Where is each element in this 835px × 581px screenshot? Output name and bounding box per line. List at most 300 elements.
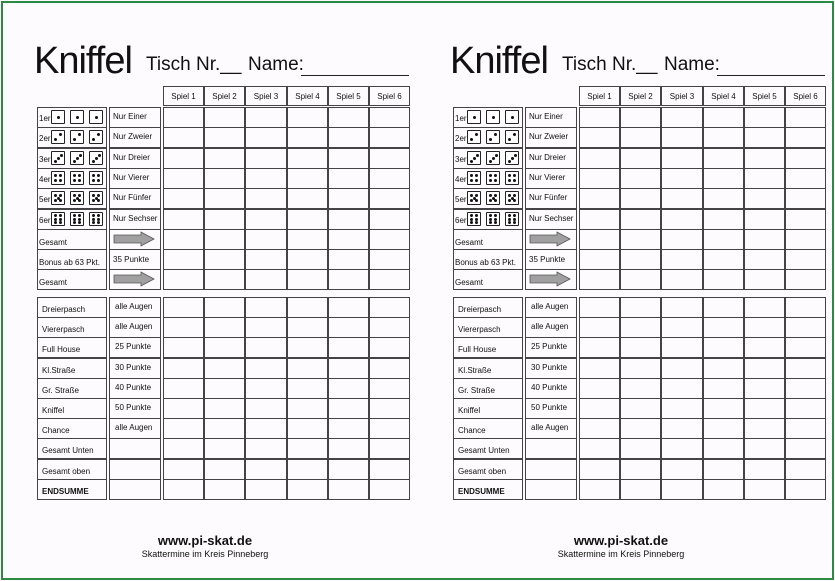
upper-row-score-cell[interactable]: [744, 127, 785, 148]
upper-row-score-cell[interactable]: [661, 168, 703, 189]
summary-row-score-cell[interactable]: [204, 229, 245, 250]
upper-row-prefix: 5er: [455, 195, 467, 204]
summary-row-score-cell[interactable]: [163, 249, 204, 270]
lower-row-score-cell[interactable]: [703, 438, 744, 459]
summary-row-score-cell[interactable]: [328, 269, 369, 290]
upper-row-score-cell[interactable]: [620, 209, 661, 230]
upper-row-score-cell[interactable]: [328, 188, 369, 209]
pip: [475, 174, 478, 177]
lower-row-score-cell[interactable]: [661, 378, 703, 399]
pip: [97, 221, 100, 224]
lower-row-score-cell[interactable]: [204, 297, 245, 318]
lower-row-score-cell[interactable]: [744, 337, 785, 358]
upper-row-score-cell[interactable]: [163, 188, 204, 209]
lower-row-score-cell[interactable]: [245, 438, 287, 459]
upper-row-score-cell[interactable]: [245, 107, 287, 128]
upper-row-score-cell[interactable]: [785, 127, 826, 148]
lower-row-score-cell[interactable]: [204, 317, 245, 338]
upper-row-score-cell[interactable]: [328, 148, 369, 169]
summary-row-score-cell[interactable]: [245, 229, 287, 250]
summary-row-score-cell[interactable]: [245, 269, 287, 290]
pip: [78, 221, 81, 224]
upper-row-prefix: 5er: [39, 195, 51, 204]
upper-row-score-cell[interactable]: [703, 188, 744, 209]
upper-row-desc: Nur Einer: [529, 112, 563, 121]
lower-row-score-cell[interactable]: [744, 317, 785, 338]
summary-value: 35 Punkte: [113, 255, 150, 264]
player-name-label: Name:: [664, 54, 720, 75]
lower-row-score-cell[interactable]: [369, 398, 410, 419]
lower-row-score-cell[interactable]: [245, 358, 287, 379]
upper-row-score-cell[interactable]: [204, 188, 245, 209]
lower-row-score-cell[interactable]: [369, 337, 410, 358]
lower-row-label: Gesamt oben: [458, 467, 507, 476]
pip: [97, 174, 100, 177]
lower-row-score-cell[interactable]: [620, 337, 661, 358]
summary-row-score-cell[interactable]: [620, 229, 661, 250]
lower-row-score-cell[interactable]: [703, 317, 744, 338]
summary-row-score-cell[interactable]: [703, 229, 744, 250]
lower-row-score-cell[interactable]: [703, 418, 744, 439]
lower-row-score-cell[interactable]: [245, 337, 287, 358]
lower-row-score-cell[interactable]: [369, 378, 410, 399]
upper-row-score-cell[interactable]: [703, 127, 744, 148]
upper-row-score-cell[interactable]: [328, 127, 369, 148]
summary-row-score-cell[interactable]: [744, 229, 785, 250]
lower-row-score-cell[interactable]: [163, 398, 204, 419]
upper-row-score-cell[interactable]: [703, 168, 744, 189]
footer-subtitle: Skattermine im Kreis Pinneberg: [557, 549, 685, 559]
lower-row-score-cell[interactable]: [661, 358, 703, 379]
lower-row-score-cell[interactable]: [579, 438, 620, 459]
upper-row-desc: Nur Dreier: [113, 153, 150, 162]
lower-row-score-cell[interactable]: [661, 317, 703, 338]
lower-row-score-cell[interactable]: [245, 378, 287, 399]
pip: [508, 194, 511, 197]
lower-row-score-cell[interactable]: [744, 378, 785, 399]
lower-row-score-cell[interactable]: [328, 378, 369, 399]
lower-row-score-cell[interactable]: [785, 398, 826, 419]
summary-row-score-cell[interactable]: [703, 269, 744, 290]
pip: [92, 179, 95, 182]
die-face-icon: [70, 191, 84, 205]
lower-row-label: Kl.Straße: [458, 366, 492, 375]
upper-row-score-cell[interactable]: [785, 188, 826, 209]
lower-row-score-cell[interactable]: [328, 297, 369, 318]
summary-row-score-cell[interactable]: [163, 229, 204, 250]
upper-row-score-cell[interactable]: [661, 107, 703, 128]
summary-row-score-cell[interactable]: [785, 269, 826, 290]
lower-row-score-cell[interactable]: [661, 438, 703, 459]
summary-row-score-cell[interactable]: [620, 249, 661, 270]
pip: [73, 214, 76, 217]
summary-row-score-cell[interactable]: [703, 249, 744, 270]
upper-row-score-cell[interactable]: [328, 209, 369, 230]
lower-row-score-cell[interactable]: [204, 378, 245, 399]
lower-row-score-cell[interactable]: [579, 398, 620, 419]
upper-row-score-cell[interactable]: [620, 107, 661, 128]
lower-row-score-cell[interactable]: [287, 438, 328, 459]
upper-row-score-cell[interactable]: [744, 209, 785, 230]
upper-row-score-cell[interactable]: [163, 148, 204, 169]
pip: [513, 199, 516, 202]
upper-row-score-cell[interactable]: [287, 209, 328, 230]
upper-row-prefix: 3er: [39, 155, 51, 164]
lower-row-score-cell[interactable]: [369, 438, 410, 459]
lower-row-score-cell[interactable]: [204, 398, 245, 419]
summary-row-score-cell[interactable]: [785, 229, 826, 250]
pip: [475, 221, 478, 224]
upper-row-score-cell[interactable]: [328, 168, 369, 189]
pip: [508, 138, 511, 141]
upper-row-score-cell[interactable]: [785, 148, 826, 169]
lower-row-score-cell[interactable]: [744, 418, 785, 439]
lower-row-score-cell[interactable]: [287, 479, 328, 500]
pip: [475, 214, 478, 217]
lower-row-score-cell[interactable]: [328, 337, 369, 358]
upper-row-score-cell[interactable]: [579, 127, 620, 148]
lower-row-score-cell[interactable]: [287, 297, 328, 318]
upper-row-score-cell[interactable]: [287, 148, 328, 169]
upper-row-score-cell[interactable]: [204, 168, 245, 189]
lower-row-score-cell[interactable]: [204, 358, 245, 379]
lower-row-score-cell[interactable]: [744, 479, 785, 500]
summary-row-score-cell[interactable]: [579, 269, 620, 290]
lower-row-score-cell[interactable]: [579, 459, 620, 480]
lower-row-score-cell[interactable]: [287, 398, 328, 419]
summary-row-score-cell[interactable]: [369, 269, 410, 290]
pip: [54, 194, 57, 197]
summary-row-score-cell[interactable]: [245, 249, 287, 270]
pip: [97, 194, 100, 197]
upper-row-score-cell[interactable]: [620, 148, 661, 169]
upper-row-score-cell[interactable]: [204, 107, 245, 128]
lower-row-score-cell[interactable]: [369, 317, 410, 338]
die-face-icon: [70, 212, 84, 226]
upper-row-score-cell[interactable]: [744, 148, 785, 169]
upper-row-score-cell[interactable]: [579, 168, 620, 189]
upper-row-score-cell[interactable]: [620, 188, 661, 209]
lower-row-score-cell[interactable]: [785, 479, 826, 500]
pip: [475, 133, 478, 136]
summary-row-score-cell[interactable]: [287, 249, 328, 270]
pip: [92, 221, 95, 224]
lower-row-score-cell[interactable]: [703, 337, 744, 358]
lower-row-score-cell[interactable]: [163, 459, 204, 480]
die-face-icon: [467, 151, 481, 165]
player-name-line[interactable]: [301, 75, 409, 76]
upper-row-score-cell[interactable]: [703, 209, 744, 230]
lower-row-score-cell[interactable]: [328, 358, 369, 379]
upper-row-score-cell[interactable]: [287, 107, 328, 128]
pip: [73, 160, 76, 163]
game-header-label: Spiel 2: [628, 92, 653, 101]
lower-row-score-cell[interactable]: [369, 479, 410, 500]
pip: [489, 160, 492, 163]
lower-row-score-cell[interactable]: [620, 297, 661, 318]
lower-row-score-cell[interactable]: [703, 297, 744, 318]
pip: [494, 179, 497, 182]
lower-row-score-cell[interactable]: [369, 459, 410, 480]
pip: [489, 138, 492, 141]
upper-row-score-cell[interactable]: [703, 107, 744, 128]
lower-row-score-cell[interactable]: [661, 398, 703, 419]
lower-row-score-cell[interactable]: [620, 418, 661, 439]
pip: [513, 214, 516, 217]
lower-row-score-cell[interactable]: [703, 398, 744, 419]
upper-row-score-cell[interactable]: [245, 168, 287, 189]
lower-row-score-cell[interactable]: [661, 479, 703, 500]
lower-row-score-cell[interactable]: [744, 297, 785, 318]
upper-row-score-cell[interactable]: [287, 188, 328, 209]
upper-row-prefix: 6er: [455, 216, 467, 225]
upper-row-score-cell[interactable]: [661, 188, 703, 209]
lower-row-value-cell: [109, 459, 161, 480]
summary-row-score-cell[interactable]: [744, 249, 785, 270]
lower-row-score-cell[interactable]: [287, 358, 328, 379]
upper-row-prefix: 3er: [455, 155, 467, 164]
lower-row-score-cell[interactable]: [328, 479, 369, 500]
lower-row-score-cell[interactable]: [163, 438, 204, 459]
pip: [54, 221, 57, 224]
lower-row-score-cell[interactable]: [287, 459, 328, 480]
lower-row-score-cell[interactable]: [620, 398, 661, 419]
pip: [73, 138, 76, 141]
upper-row-score-cell[interactable]: [245, 188, 287, 209]
upper-row-score-cell[interactable]: [369, 127, 410, 148]
lower-row-score-cell[interactable]: [163, 418, 204, 439]
lower-row-score-cell[interactable]: [328, 438, 369, 459]
summary-row-score-cell[interactable]: [204, 269, 245, 290]
lower-row-score-cell[interactable]: [703, 378, 744, 399]
upper-row-score-cell[interactable]: [369, 148, 410, 169]
lower-row-score-cell[interactable]: [245, 317, 287, 338]
lower-row-score-cell[interactable]: [744, 438, 785, 459]
summary-row-score-cell[interactable]: [328, 229, 369, 250]
lower-row-score-cell[interactable]: [579, 297, 620, 318]
summary-row-score-cell[interactable]: [204, 249, 245, 270]
upper-row-score-cell[interactable]: [204, 148, 245, 169]
lower-row-score-cell[interactable]: [328, 418, 369, 439]
pip: [494, 194, 497, 197]
upper-row-score-cell[interactable]: [245, 148, 287, 169]
lower-row-score-cell[interactable]: [620, 358, 661, 379]
upper-row-score-cell[interactable]: [620, 127, 661, 148]
lower-row-score-cell[interactable]: [785, 297, 826, 318]
upper-row-score-cell[interactable]: [287, 168, 328, 189]
summary-row-score-cell[interactable]: [369, 229, 410, 250]
lower-row-score-cell[interactable]: [661, 337, 703, 358]
upper-row-score-cell[interactable]: [785, 209, 826, 230]
lower-row-score-cell[interactable]: [245, 418, 287, 439]
summary-row-score-cell[interactable]: [579, 229, 620, 250]
lower-row-score-cell[interactable]: [369, 297, 410, 318]
upper-row-score-cell[interactable]: [369, 168, 410, 189]
arrow-shape: [114, 232, 154, 246]
upper-row-score-cell[interactable]: [204, 127, 245, 148]
player-name-line[interactable]: [717, 75, 825, 76]
summary-row-score-cell[interactable]: [163, 269, 204, 290]
upper-row-score-cell[interactable]: [620, 168, 661, 189]
upper-row-score-cell[interactable]: [744, 188, 785, 209]
lower-row-score-cell[interactable]: [785, 438, 826, 459]
upper-row-score-cell[interactable]: [245, 209, 287, 230]
lower-row-score-cell[interactable]: [661, 418, 703, 439]
lower-row-score-cell[interactable]: [579, 378, 620, 399]
lower-row-score-cell[interactable]: [163, 378, 204, 399]
lower-row-label: ENDSUMME: [458, 487, 505, 496]
pip: [59, 221, 62, 224]
upper-row-score-cell[interactable]: [661, 148, 703, 169]
lower-row-score-cell[interactable]: [579, 479, 620, 500]
lower-row-score-cell[interactable]: [744, 358, 785, 379]
lower-row-score-cell[interactable]: [287, 337, 328, 358]
lower-row-score-cell[interactable]: [245, 459, 287, 480]
upper-row-score-cell[interactable]: [328, 107, 369, 128]
summary-row-score-cell[interactable]: [661, 229, 703, 250]
lower-row-score-cell[interactable]: [579, 418, 620, 439]
table-number-label: Tisch Nr.__: [146, 54, 242, 75]
pip: [95, 116, 98, 119]
upper-row-score-cell[interactable]: [163, 127, 204, 148]
lower-row-value: 25 Punkte: [531, 342, 568, 351]
pip: [508, 221, 511, 224]
summary-row-score-cell[interactable]: [620, 269, 661, 290]
lower-row-score-cell[interactable]: [204, 337, 245, 358]
pip: [92, 214, 95, 217]
upper-row-score-cell[interactable]: [204, 209, 245, 230]
summary-row-score-cell[interactable]: [287, 229, 328, 250]
lower-row-score-cell[interactable]: [620, 317, 661, 338]
lower-row-score-cell[interactable]: [287, 418, 328, 439]
lower-row-score-cell[interactable]: [369, 358, 410, 379]
score-sheet-2: [416, 0, 830, 581]
lower-row-score-cell[interactable]: [204, 438, 245, 459]
lower-row-label: Viererpasch: [458, 325, 501, 334]
lower-row-score-cell[interactable]: [620, 378, 661, 399]
game-header-label: Spiel 1: [171, 92, 196, 101]
lower-row-score-cell[interactable]: [204, 479, 245, 500]
lower-row-label: Dreierpasch: [42, 305, 86, 314]
lower-row-score-cell[interactable]: [287, 378, 328, 399]
upper-row-score-cell[interactable]: [744, 107, 785, 128]
summary-row-score-cell[interactable]: [328, 249, 369, 270]
lower-row-score-cell[interactable]: [204, 418, 245, 439]
arrow-shape: [114, 272, 154, 286]
lower-row-score-cell[interactable]: [744, 398, 785, 419]
upper-row-score-cell[interactable]: [785, 107, 826, 128]
sheet-title: Kniffel: [34, 40, 132, 82]
lower-row-score-cell[interactable]: [579, 317, 620, 338]
lower-row-score-cell[interactable]: [744, 459, 785, 480]
lower-row-score-cell[interactable]: [328, 459, 369, 480]
upper-row-score-cell[interactable]: [703, 148, 744, 169]
lower-row-score-cell[interactable]: [785, 459, 826, 480]
lower-row-value: 40 Punkte: [115, 383, 152, 392]
lower-row-score-cell[interactable]: [703, 479, 744, 500]
upper-row-score-cell[interactable]: [579, 188, 620, 209]
upper-row-score-cell[interactable]: [369, 107, 410, 128]
lower-row-score-cell[interactable]: [785, 378, 826, 399]
upper-row-score-cell[interactable]: [579, 148, 620, 169]
upper-row-score-cell[interactable]: [369, 188, 410, 209]
pip: [97, 199, 100, 202]
pip: [494, 199, 497, 202]
die-face-icon: [505, 110, 519, 124]
upper-row-score-cell[interactable]: [579, 107, 620, 128]
upper-row-score-cell[interactable]: [287, 127, 328, 148]
upper-row-score-cell[interactable]: [245, 127, 287, 148]
lower-row-score-cell[interactable]: [245, 479, 287, 500]
upper-row-score-cell[interactable]: [369, 209, 410, 230]
lower-row-score-cell[interactable]: [163, 297, 204, 318]
lower-row-score-cell[interactable]: [163, 358, 204, 379]
summary-row-score-cell[interactable]: [287, 269, 328, 290]
pip: [73, 174, 76, 177]
upper-row-score-cell[interactable]: [163, 209, 204, 230]
lower-row-score-cell[interactable]: [785, 418, 826, 439]
pip: [514, 154, 517, 157]
lower-row-score-cell[interactable]: [245, 398, 287, 419]
summary-row-score-cell[interactable]: [579, 249, 620, 270]
game-header-label: Spiel 3: [669, 92, 695, 101]
lower-row-score-cell[interactable]: [163, 479, 204, 500]
lower-row-score-cell[interactable]: [703, 459, 744, 480]
lower-row-score-cell[interactable]: [328, 317, 369, 338]
game-header-label: Spiel 6: [377, 92, 402, 101]
lower-row-score-cell[interactable]: [620, 479, 661, 500]
pip: [495, 154, 498, 157]
summary-row-score-cell[interactable]: [661, 269, 703, 290]
upper-row-score-cell[interactable]: [785, 168, 826, 189]
lower-row-score-cell[interactable]: [620, 459, 661, 480]
lower-row-score-cell[interactable]: [703, 358, 744, 379]
lower-row-score-cell[interactable]: [579, 358, 620, 379]
summary-row-score-cell[interactable]: [661, 249, 703, 270]
lower-row-score-cell[interactable]: [204, 459, 245, 480]
pip: [513, 221, 516, 224]
lower-row-label: Gr. Straße: [458, 386, 495, 395]
lower-row-score-cell[interactable]: [163, 337, 204, 358]
lower-row-score-cell[interactable]: [369, 418, 410, 439]
pip: [475, 194, 478, 197]
lower-row-score-cell[interactable]: [620, 438, 661, 459]
summary-row-score-cell[interactable]: [369, 249, 410, 270]
summary-row-score-cell[interactable]: [744, 269, 785, 290]
upper-row-score-cell[interactable]: [661, 127, 703, 148]
lower-row-score-cell[interactable]: [328, 398, 369, 419]
summary-row-score-cell[interactable]: [785, 249, 826, 270]
upper-row-score-cell[interactable]: [661, 209, 703, 230]
lower-row-score-cell[interactable]: [785, 317, 826, 338]
lower-row-score-cell[interactable]: [785, 337, 826, 358]
upper-row-score-cell[interactable]: [744, 168, 785, 189]
lower-row-score-cell[interactable]: [163, 317, 204, 338]
lower-row-score-cell[interactable]: [579, 337, 620, 358]
lower-row-score-cell[interactable]: [785, 358, 826, 379]
lower-row-score-cell[interactable]: [287, 317, 328, 338]
upper-row-score-cell[interactable]: [163, 107, 204, 128]
lower-row-score-cell[interactable]: [661, 459, 703, 480]
upper-row-score-cell[interactable]: [579, 209, 620, 230]
arrow-right-icon: [529, 271, 571, 287]
lower-row-score-cell[interactable]: [245, 297, 287, 318]
upper-row-score-cell[interactable]: [163, 168, 204, 189]
lower-row-score-cell[interactable]: [661, 297, 703, 318]
die-face-icon: [486, 110, 500, 124]
pip: [92, 194, 95, 197]
lower-row-label: Gesamt Unten: [42, 446, 94, 455]
